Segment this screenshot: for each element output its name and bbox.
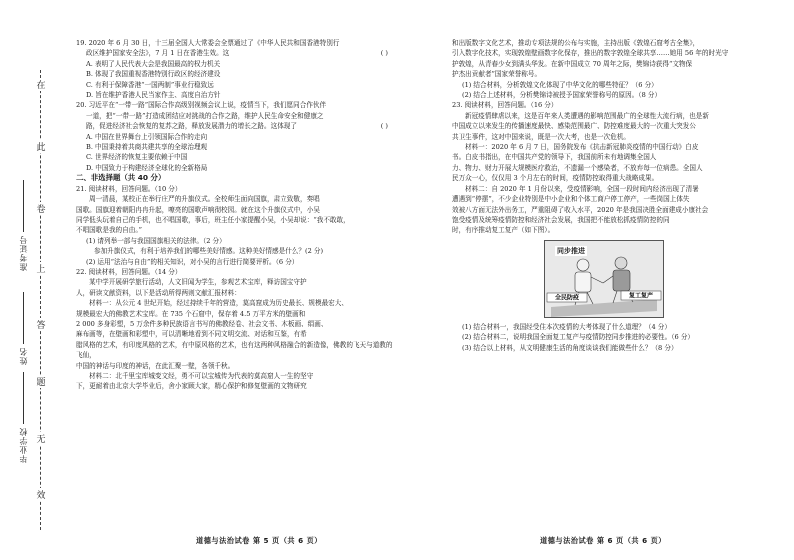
question-stem: 一道，把“一带一路”打造成团结应对挑战的合作之路，维护人民生命安全和健康之 xyxy=(86,111,324,120)
question-21 xyxy=(76,184,394,267)
material-line: 力、物力、财力开展大规模医疗救治，不遗漏一个感染者，不放弃每一位病患。全国人 xyxy=(452,163,703,172)
material-line: 护敦煌，从青春少女到满头华发。在新中国成立 70 周年之际，樊锦诗获得“文物保 xyxy=(452,59,693,68)
margin-char: 答 xyxy=(36,318,46,331)
question-stem xyxy=(76,48,394,58)
page-5-column xyxy=(76,38,394,392)
question-23 xyxy=(452,100,772,353)
material-line: 新冠疫情肆虐以来，这是百年来人类遭遇的影响范围最广的全球性大流行病，也是新 xyxy=(465,111,709,120)
question-19 xyxy=(76,38,394,100)
material-line: 护杰出贡献者”国家荣誉称号。 xyxy=(452,70,542,79)
option-a: A. 表明了人民代表大会是我国最高的权力机关 xyxy=(86,59,221,68)
question-stem-text: 政区维护国家安全法》，7 月 1 日在香港生效。这 xyxy=(86,49,230,58)
cut-line xyxy=(40,70,41,530)
section-heading: 二、非选择题（共 40 分） xyxy=(76,173,166,183)
answer-paren: ( ) xyxy=(380,122,388,131)
sub-question: 参加升旗仪式，有利于培养我们的哪些美好情感。这种美好情感是什么？(2 分) xyxy=(94,247,324,256)
question-head: 22. 阅读材料，回答问题。（14 分） xyxy=(76,267,182,276)
exam-id-label: 准考证号 xyxy=(19,235,28,271)
page-6-footer: 道德与法治试卷 第 6 页（共 6 页） xyxy=(540,536,666,545)
cartoon-title: 同步推进 xyxy=(557,246,585,255)
material-line: 书。白皮书指出，在中国共产党的领导下，我国前所未有地调集全国人 xyxy=(452,153,657,162)
margin-char: 此 xyxy=(36,140,46,153)
question-stem xyxy=(76,121,394,131)
material-line: 材料二：自 2020 年 1 月份以来，受疫情影响，全国一段时间内经济出现了清暑 xyxy=(465,184,699,193)
question-head: 21. 阅读材料，回答问题。（10 分） xyxy=(76,184,182,193)
material-line: 不唱国歌是我的自由。” xyxy=(76,226,143,235)
school-field xyxy=(18,372,29,463)
sub-question: (2) 结合材料二，说明我国全面复工复产与疫情防控同步推进的必要性。（6 分） xyxy=(462,333,695,342)
sub-question: (1) 结合材料一，我国经受住本次疫情的大考体现了什么道理？（4 分） xyxy=(462,322,671,331)
page-6-column xyxy=(452,38,772,353)
margin-char: 在 xyxy=(36,78,46,91)
material-line: 周一清晨，某校正在举行庄严的升旗仪式。全校师生面向国旗，肃立致敬，奏唱 xyxy=(89,195,320,204)
margin-char: 题 xyxy=(36,375,46,388)
question-head: 23. 阅读材料，回答问题。（16 分） xyxy=(452,101,558,110)
option-c: C. 有利于保障香港“一国两制”事业行稳致远 xyxy=(86,80,214,89)
material-line: 同学低头玩着自己的手机，也不唱国歌，事后，班主任小家提醒小吴，小吴却说：“我不敢敢， xyxy=(76,215,350,224)
answer-paren: ( ) xyxy=(380,49,388,58)
exam-id-line xyxy=(24,180,25,232)
name-field xyxy=(18,292,29,365)
question-stem-text: 路，促进经济社会恢复的复苏之路，释放发展潜力的增长之路。这体现了 xyxy=(86,122,297,131)
material-line: 人，研读文献资料，以下是活动所得两则文献汇报材料： xyxy=(76,288,241,297)
material-line: 某中学开展研学旅行活动，人文旧闻为学生，参观艺术宝库，释访国宝守护 xyxy=(89,278,307,287)
material-line: 共卫生事件，这对中国来说，既是一次大考，也是一次危机。 xyxy=(452,132,631,141)
school-label: 毕业学校 xyxy=(19,427,28,463)
material-line: 民万众一心，仅仅用 3 个月左右的时间，疫情防控取得重大战略成果。 xyxy=(452,174,659,183)
material-line: 腊风格的艺术，有印度风格的艺术，有中原风格的艺术，也有这两种风格融合的新造像，佛教的飞天与道教的飞仙， xyxy=(76,340,393,360)
option-a: A. 中国在世界舞台上引领国际合作的走向 xyxy=(86,132,208,141)
option-b: B. 中国秉持着共商共建共享的全球治理观 xyxy=(86,143,208,152)
material-line: 效被八方面无法外出务工，严重阻碍了收入水平，2020 年是我国决胜全面建成小康社会 xyxy=(452,205,709,214)
material-line: 和出版数字文化艺术，推动专项法规的公布与实施，主持出版《敦煌石窟考古全集》， xyxy=(452,39,700,47)
option-c: C. 世界经济的恢复主要依赖于中国 xyxy=(86,153,188,162)
name-line xyxy=(24,292,25,344)
sub-question: (3) 结合以上材料，从文明健康生活的角度谈谈我们能做些什么？（8 分） xyxy=(462,343,678,352)
material-line: 2 000 多身彩塑，5 万余件多种民族语言书写的佛教经卷、社会文书、木板画、绢画、 xyxy=(76,319,328,328)
sub-question: (1) 请列举一部与我国国旗相关的法律。（2 分） xyxy=(86,236,226,245)
school-line xyxy=(24,372,25,424)
cartoon-left-label: 全民防疫 xyxy=(554,294,580,302)
material-line: 时，有序推动复工复产（如下图）。 xyxy=(452,226,555,235)
name-label: 姓名 xyxy=(19,347,28,365)
option-d: D. 旨在维护香港人民当家作主、高度自治方针 xyxy=(86,91,221,100)
material-line: 材料一：从公元 4 世纪开始，经过持续千年的营造，莫高窟成为历史最长、规模最宏大、 xyxy=(89,299,348,308)
material-line: 下，更耐着由北京大学毕业后，舍小家顾大家，精心保护和修复壁画的文物研究 xyxy=(76,382,307,391)
cartoon-right-label: 复工复产 xyxy=(628,292,654,300)
question-22 xyxy=(76,267,394,392)
cartoon-image xyxy=(544,240,664,318)
margin-char: 无 xyxy=(36,432,46,445)
question-stem: 19. 2020 年 6 月 30 日，十三届全国人大常委会全票通过了《中华人民共和国香港特别行 xyxy=(76,39,340,47)
exam-id-field xyxy=(18,180,29,271)
material-line: 麻布画等，在壁画和彩塑中，可以清晰地看到不同文明交流、对话和互鉴，有希 xyxy=(76,330,307,339)
page-5-footer: 道德与法治试卷 第 5 页（共 6 页） xyxy=(196,536,322,545)
material-line: 遭遇到“停摆”，不少企业特别是中小企业和个体工商户停工停产，一些岗国上体失 xyxy=(452,195,690,204)
option-b: B. 体现了我国重视香港特别行政区的经济建设 xyxy=(86,70,221,79)
material-line: 国歌。国旗迎着朝阳冉冉升起，嘹亮的国歌声响彻校园。就在这个升旗仪式中，小吴 xyxy=(76,205,320,214)
material-line: 材料一：2020 年 6 月 7 日，国务院发布《抗击新冠肺炎疫情的中国行动》白皮 xyxy=(465,143,699,152)
sub-question: (2) 运用“法治与自由”的相关知识，对小吴的言行进行简要评析。（6 分） xyxy=(86,257,299,266)
binding-margin xyxy=(0,0,62,560)
margin-char: 效 xyxy=(36,488,46,501)
material-line: 中国成立以来发生的传播速度最快、感染范围最广、防控难度最大的一次重大突发公 xyxy=(452,122,696,131)
question-stem: 20. 习近平在“一带一路”国际合作高级别视频会议上说，疫情当下，我们愿同合作伙伴 xyxy=(76,101,327,110)
margin-char: 上 xyxy=(36,262,46,275)
material-line: 材料二：北千里宝库城变文经，勇不可以宝城传为代表的莫高窟人一生的坚守 xyxy=(89,372,314,380)
sub-question: (1) 结合材料，分析敦煌文化体现了中华文化的哪些特征？（6 分） xyxy=(462,80,658,89)
material-line: 规模最宏大的佛教艺术宝库。在 735 个石窟中，保存着 4.5 万平方米的壁画和 xyxy=(76,309,306,318)
question-20 xyxy=(76,100,394,173)
sub-question: (2) 结合上述材料，分析樊锦诗被授予国家荣誉称号的原因。（8 分） xyxy=(462,91,662,100)
margin-char: 卷 xyxy=(36,202,46,215)
material-line: 引入数字化技术，实现敦煌壁画数字化保存，推出的数字敦煌全球共享……她用 56 年的时光守 xyxy=(452,49,729,58)
material-line: 饱受疫情及统筹疫情防控和经济社会发展，我国把不能放松抓疫情防控的同 xyxy=(452,215,670,224)
option-d: D. 中国致力于构建经济全球化的全新格局 xyxy=(86,163,208,172)
material-line: 中国的神话与印度的神话，在此汇聚一壁，各领千秋。 xyxy=(76,361,235,370)
